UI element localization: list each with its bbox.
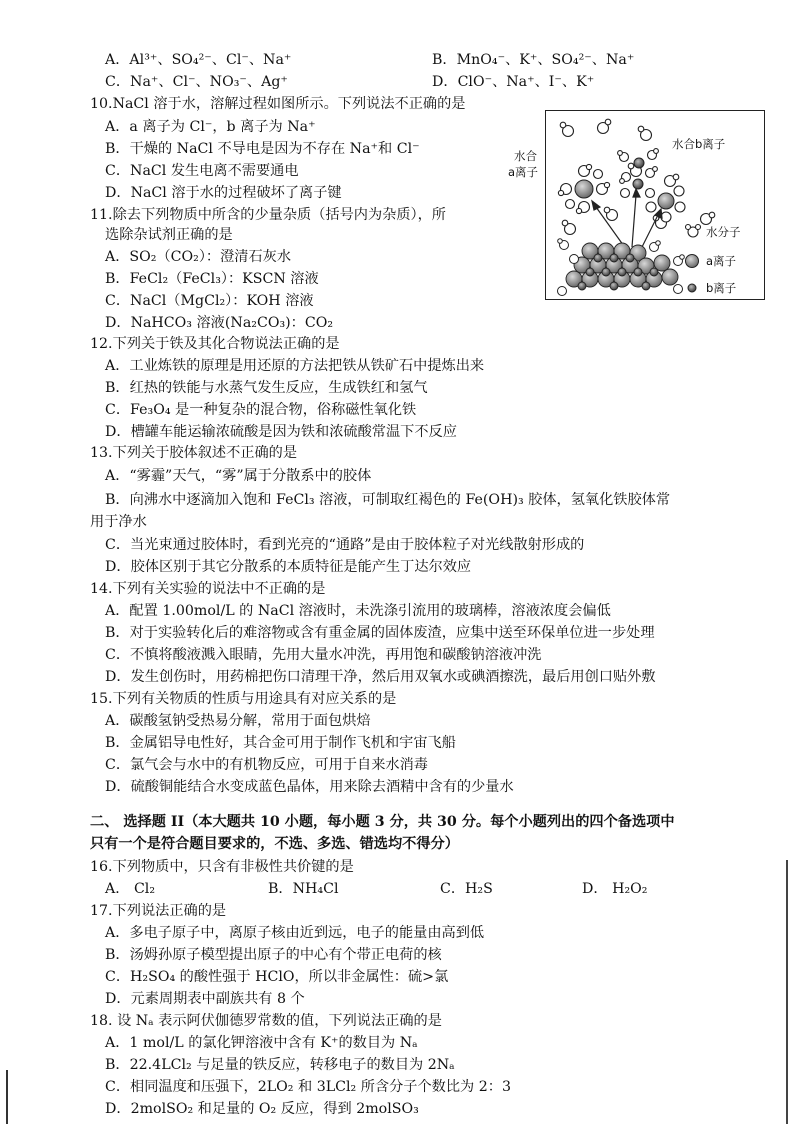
legend-water-label: 水分子 bbox=[706, 225, 741, 239]
q14-option-a: A．配置 1.00mol/L 的 NaCl 溶液时，未洗涤引流用的玻璃棒，溶液浓度会偏低 bbox=[105, 603, 611, 619]
q10-option-a: A．a 离子为 Cl⁻，b 离子为 Na⁺ bbox=[105, 119, 316, 135]
q15-option-c: C．氯气会与水中的有机物反应，可用于自来水消毒 bbox=[105, 757, 428, 773]
dissolution-arrows bbox=[592, 189, 662, 251]
legend-a-ion-symbol bbox=[686, 255, 699, 268]
q16-option-a: A． Cl₂ bbox=[105, 881, 156, 897]
q10-option-c: C．NaCl 发生电离不需要通电 bbox=[105, 163, 299, 179]
hydrated-a-ion bbox=[558, 164, 609, 213]
nacl-crystal-lattice bbox=[566, 243, 678, 290]
q17-option-a: A．多电子原子中，离原子核由近到远，电子的能量由高到低 bbox=[105, 925, 485, 941]
q18-option-c: C．相同温度和压强下，2LO₂ 和 3LCl₂ 所含分子个数比为 2：3 bbox=[105, 1079, 511, 1095]
q14-option-b: B．对于实验转化后的难溶物或含有重金属的固体废渣，应集中送至环保单位进一步处理 bbox=[105, 625, 655, 641]
q13-option-b-line1: B．向沸水中逐滴加入饱和 FeCl₃ 溶液，可制取红褐色的 Fe(OH)₃ 胶体，氢氧化铁胶体常 bbox=[105, 492, 671, 508]
legend-b-ion-symbol bbox=[688, 284, 696, 292]
legend-b-label: b离子 bbox=[706, 281, 737, 295]
q14-option-c: C．不慎将酸液溅入眼睛，先用大量水冲洗，再用饱和碳酸钠溶液冲洗 bbox=[105, 647, 542, 663]
q13-stem: 13.下列关于胶体叙述不正确的是 bbox=[90, 445, 298, 461]
q9-option-b: B．MnO₄⁻、K⁺、SO₄²⁻、Na⁺ bbox=[432, 52, 635, 68]
q13-option-a: A．“雾霾”天气，“雾”属于分散系中的胶体 bbox=[105, 468, 372, 484]
q9-option-c: C．Na⁺、Cl⁻、NO₃⁻、Ag⁺ bbox=[105, 74, 288, 90]
scan-edge-right bbox=[786, 860, 788, 1124]
q16-stem: 16.下列物质中，只含有非极性共价键的是 bbox=[90, 859, 354, 875]
q11-option-a: A．SO₂（CO₂）：澄清石灰水 bbox=[105, 249, 292, 265]
q15-option-b: B．金属铝导电性好，其合金可用于制作飞机和宇宙飞船 bbox=[105, 735, 456, 751]
q18-option-a: A．1 mol/L 的氯化钾溶液中含有 K⁺的数目为 Nₐ bbox=[105, 1035, 418, 1051]
q17-option-d: D．元素周期表中副族共有 8 个 bbox=[105, 991, 305, 1007]
q14-stem: 14.下列有关实验的说法中不正确的是 bbox=[90, 581, 326, 597]
label-hydrated-a-line1: 水合 bbox=[514, 149, 537, 163]
section2-heading-line1: 二、 选择题 II（本大题共 10 小题，每小题 3 分，共 30 分。每个小题列出的四个备选项中 bbox=[90, 814, 675, 830]
q17-stem: 17.下列说法正确的是 bbox=[90, 903, 227, 919]
q15-stem: 15.下列有关物质的性质与用途具有对应关系的是 bbox=[90, 691, 397, 707]
q12-option-a: A．工业炼铁的原理是用还原的方法把铁从铁矿石中提炼出来 bbox=[105, 358, 485, 374]
q18-stem: 18. 设 Nₐ 表示阿伏伽德罗常数的值，下列说法正确的是 bbox=[90, 1013, 442, 1029]
legend-water-symbol bbox=[686, 225, 701, 238]
q16-option-b: B．NH₄Cl bbox=[268, 881, 339, 897]
scan-edge-left bbox=[6, 1070, 8, 1124]
q11-option-b: B．FeCl₂（FeCl₃）：KSCN 溶液 bbox=[105, 271, 319, 287]
q18-option-b: B．22.4LCl₂ 与足量的铁反应，转移电子的数目为 2Nₐ bbox=[105, 1057, 455, 1073]
q15-option-d: D．硫酸铜能结合水变成蓝色晶体，用来除去酒精中含有的少量水 bbox=[105, 779, 514, 795]
q12-option-d: D．槽罐车能运输浓硫酸是因为铁和浓硫酸常温下不反应 bbox=[105, 424, 457, 440]
q18-option-d: D．2molSO₂ 和足量的 O₂ 反应，得到 2molSO₃ bbox=[105, 1101, 419, 1117]
q12-option-b: B．红热的铁能与水蒸气发生反应，生成铁红和氢气 bbox=[105, 380, 428, 396]
q15-option-a: A．碳酸氢钠受热易分解，常用于面包烘焙 bbox=[105, 713, 371, 729]
q11-stem-line2: 选除杂试剂正确的是 bbox=[105, 227, 233, 243]
q14-option-d: D．发生创伤时，用药棉把伤口清理干净，然后用双氧水或碘酒擦洗，最后用创口贴外敷 bbox=[105, 669, 656, 685]
label-hydrated-b: 水合b离子 bbox=[672, 137, 726, 151]
q13-option-d: D．胶体区别于其它分散系的本质特征是能产生丁达尔效应 bbox=[105, 559, 472, 575]
section2-heading-line2: 只有一个是符合题目要求的，不选、多选、错选均不得分） bbox=[90, 836, 459, 852]
q10-option-d: D．NaCl 溶于水的过程破坏了离子键 bbox=[105, 185, 342, 201]
q9-option-d: D．ClO⁻、Na⁺、I⁻、K⁺ bbox=[432, 74, 595, 90]
q16-option-d: D． H₂O₂ bbox=[582, 881, 648, 897]
label-hydrated-a-line2: a离子 bbox=[508, 165, 539, 179]
legend-a-label: a离子 bbox=[706, 254, 737, 268]
q11-option-d: D．NaHCO₃ 溶液(Na₂CO₃)：CO₂ bbox=[105, 315, 334, 331]
q13-option-b-line2: 用于净水 bbox=[90, 514, 147, 530]
q17-option-c: C．H₂SO₄ 的酸性强于 HClO，所以非金属性：硫>氯 bbox=[105, 969, 449, 985]
q12-option-c: C．Fe₃O₄ 是一种复杂的混合物，俗称磁性氧化铁 bbox=[105, 402, 417, 418]
q9-option-a: A．Al³⁺、SO₄²⁻、Cl⁻、Na⁺ bbox=[105, 52, 292, 68]
dissolution-diagram bbox=[546, 111, 766, 301]
q10-stem: 10.NaCl 溶于水，溶解过程如图所示。下列说法不正确的是 bbox=[90, 96, 466, 112]
q13-option-c: C．当光束通过胶体时，看到光亮的“通路”是由于胶体粒子对光线散射形成的 bbox=[105, 537, 585, 553]
q11-stem-line1: 11.除去下列物质中所含的少量杂质（括号内为杂质），所 bbox=[90, 207, 446, 223]
q16-option-c: C．H₂S bbox=[440, 881, 493, 897]
q10-option-b: B．干燥的 NaCl 不导电是因为不存在 Na⁺和 Cl⁻ bbox=[105, 141, 420, 157]
nacl-dissolution-figure bbox=[508, 110, 765, 300]
q11-option-c: C．NaCl（MgCl₂）：KOH 溶液 bbox=[105, 293, 314, 309]
q12-stem: 12.下列关于铁及其化合物说法正确的是 bbox=[90, 336, 340, 352]
q17-option-b: B．汤姆孙原子模型提出原子的中心有个带正电荷的核 bbox=[105, 947, 442, 963]
